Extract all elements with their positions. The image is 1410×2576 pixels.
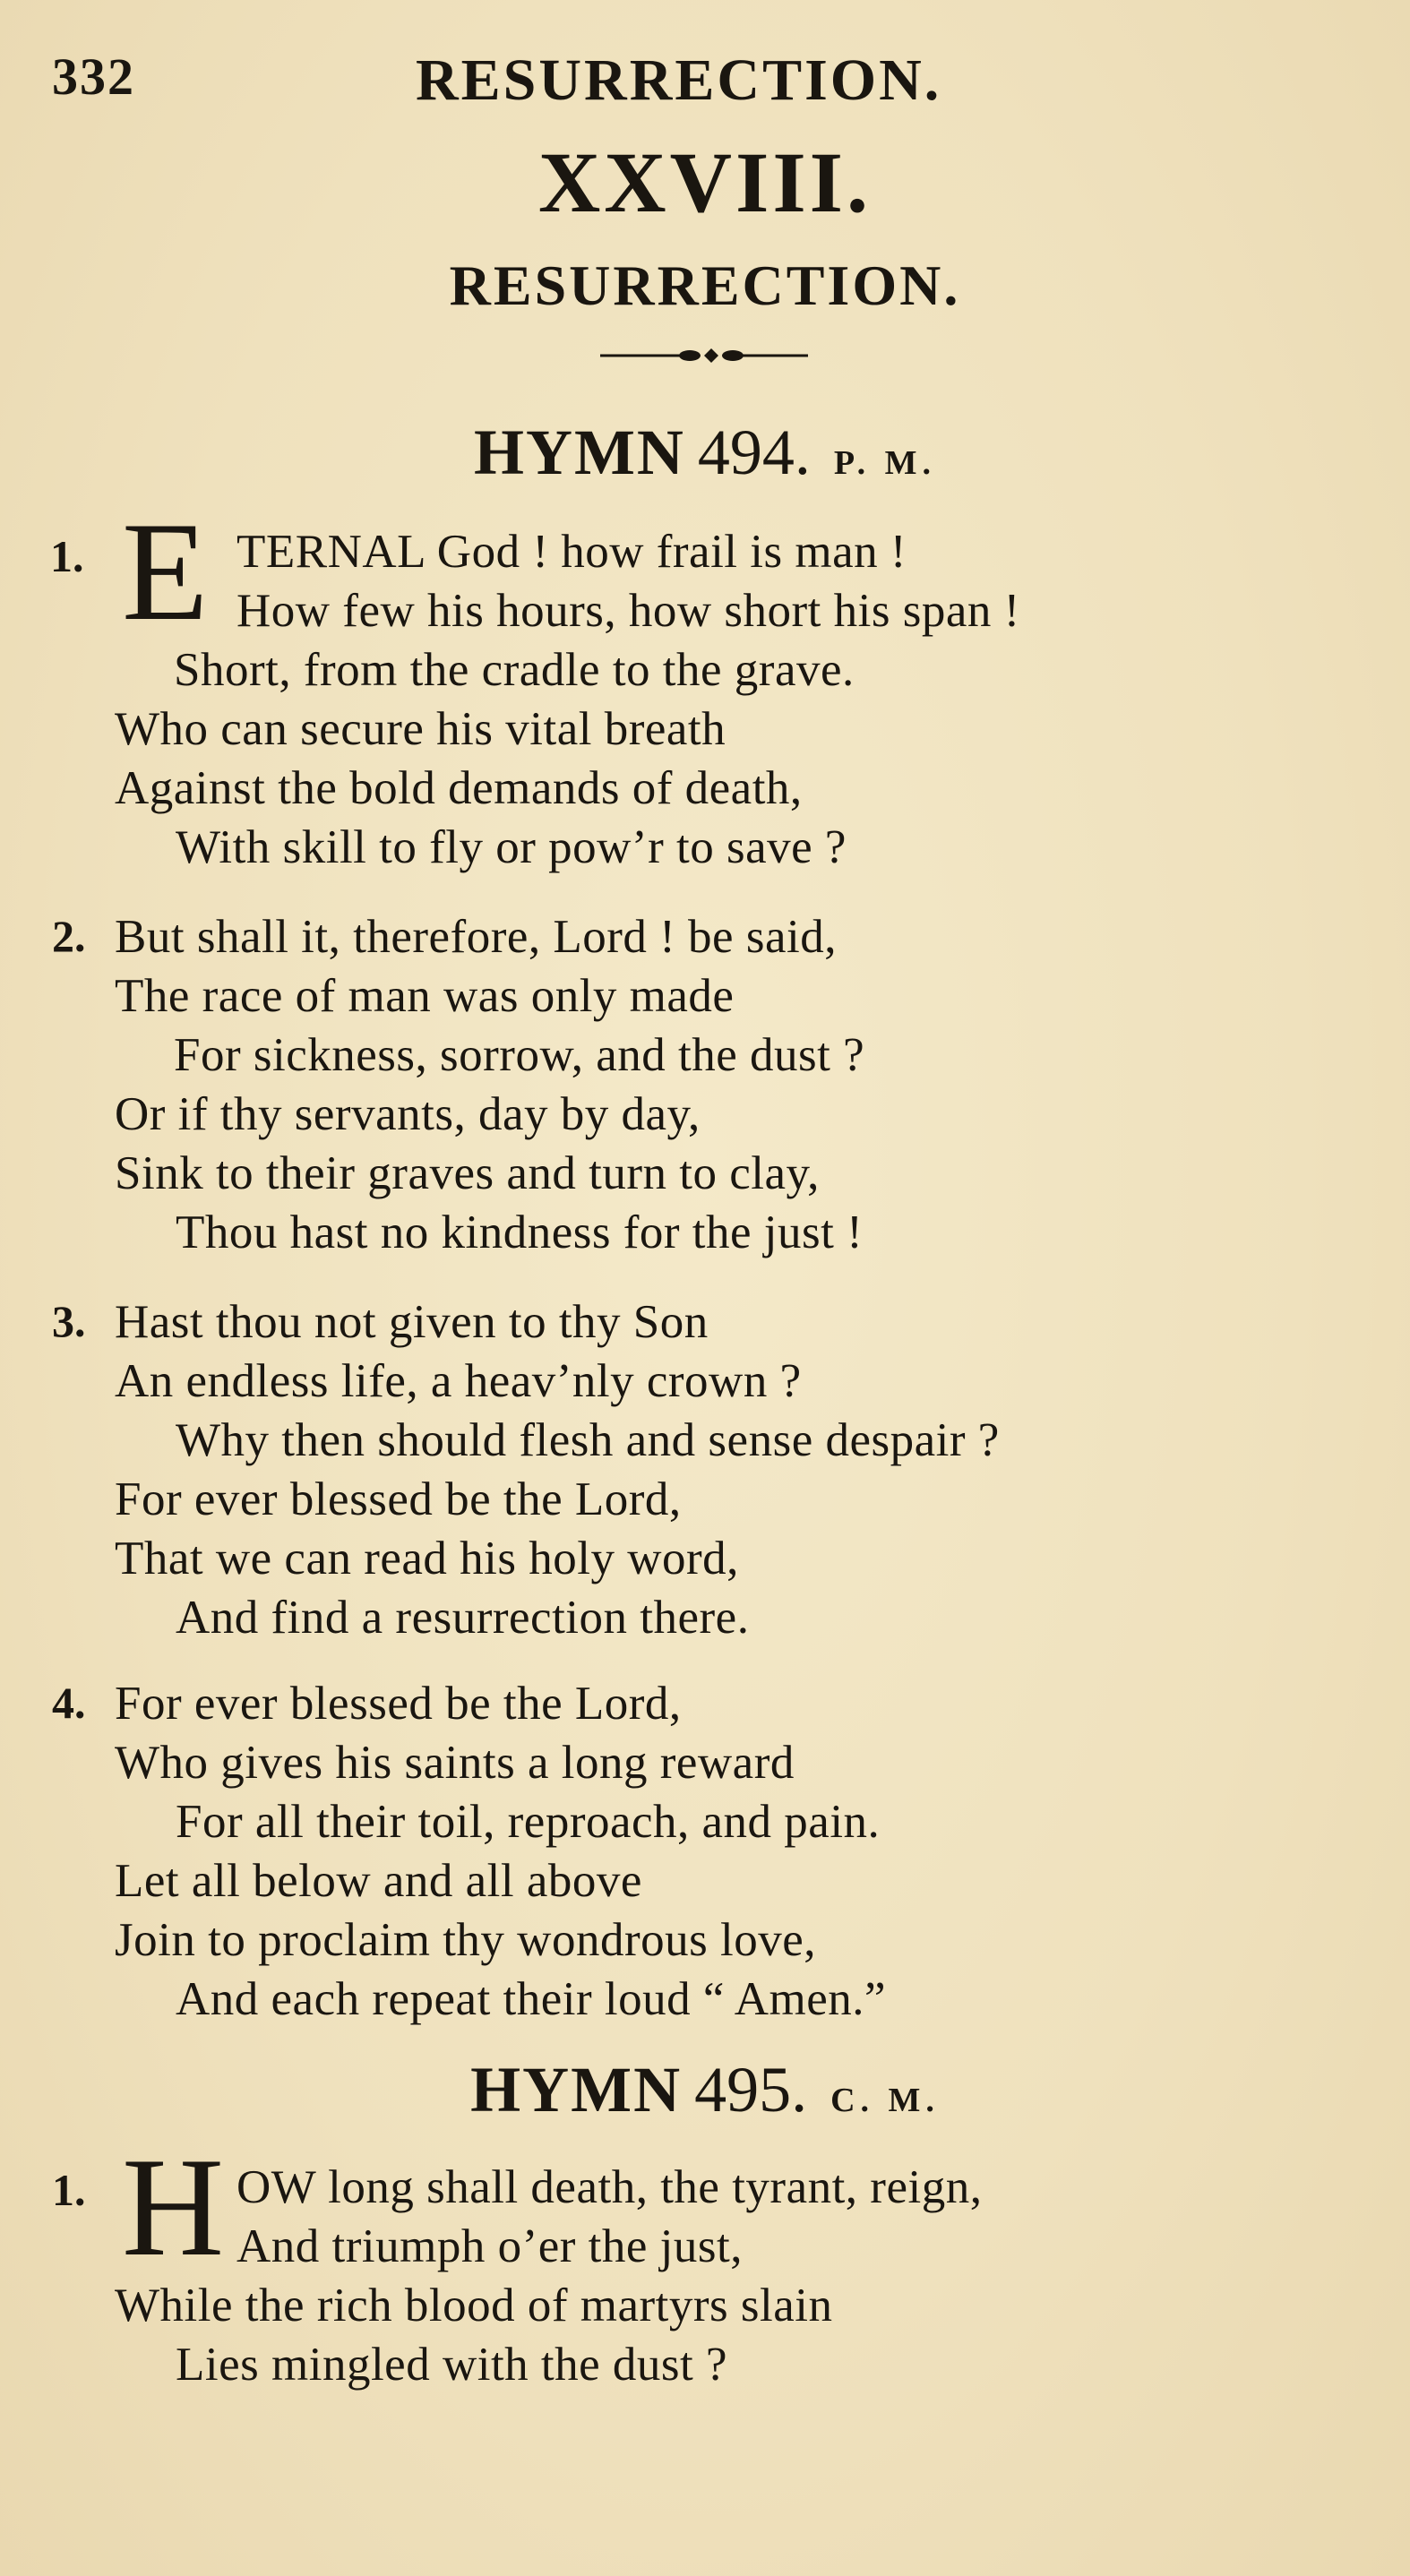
section-number: XXVIII. — [537, 134, 873, 230]
verse-line: Lies mingled with the dust ? — [176, 2339, 728, 2391]
verse-number: 1. — [50, 531, 84, 581]
verse-line: Who can secure his vital breath — [115, 703, 726, 755]
verse-line: Hast thou not given to thy Son — [115, 1296, 709, 1348]
verse-line: TERNAL God ! how frail is man ! — [236, 526, 907, 578]
running-title: RESURRECTION. — [416, 47, 942, 113]
drop-cap: H — [122, 2129, 225, 2286]
verse-line: And triumph o’er the just, — [236, 2220, 743, 2272]
verse-line: That we can read his holy word, — [115, 1533, 739, 1584]
verse-line: Short, from the cradle to the grave. — [174, 644, 855, 696]
verse-line: Or if thy servants, day by day, — [115, 1088, 701, 1140]
verse-line: How few his hours, how short his span ! — [236, 585, 1020, 637]
hymn-number: 495. — [694, 2054, 808, 2125]
verse-line: Sink to their graves and turn to clay, — [115, 1147, 820, 1199]
verse-line: For sickness, sorrow, and the dust ? — [174, 1029, 865, 1081]
ornament-divider — [600, 346, 808, 365]
verse-line: And find a resurrection there. — [176, 1592, 750, 1644]
verse-number: 2. — [52, 911, 86, 961]
verse-line: Who gives his saints a long reward — [115, 1737, 795, 1789]
verse-line: Join to proclaim thy wondrous love, — [115, 1914, 816, 1966]
section-title: RESURRECTION. — [449, 253, 961, 317]
hymn-heading — [0, 416, 1410, 490]
verse-line: And each repeat their loud “ Amen.” — [176, 1973, 887, 2025]
verse-line: The race of man was only made — [115, 970, 735, 1022]
verse-line: For ever blessed be the Lord, — [115, 1678, 682, 1730]
verse-line: Thou hast no kindness for the just ! — [176, 1206, 864, 1258]
verse-line: For ever blessed be the Lord, — [115, 1473, 682, 1525]
verse-line: Why then should flesh and sense despair ? — [176, 1414, 1000, 1466]
verse-number: 3. — [52, 1296, 86, 1346]
verse-line: While the rich blood of martyrs slain — [115, 2280, 833, 2331]
hymn-meter: C. M. — [830, 2082, 940, 2119]
page-number: 332 — [52, 47, 135, 106]
verse-line: But shall it, therefore, Lord ! be said, — [115, 911, 837, 963]
verse-number: 4. — [52, 1678, 86, 1728]
verse-line: With skill to fly or pow’r to save ? — [176, 821, 847, 873]
verse-line: Let all below and all above — [115, 1855, 642, 1907]
hymn-meter: P. M. — [833, 444, 937, 482]
verse-line: An endless life, a heav’nly crown ? — [115, 1355, 802, 1407]
verse-line: OW long shall death, the tyrant, reign, — [236, 2161, 983, 2213]
hymn-heading — [0, 2053, 1410, 2127]
hymn-label: HYMN — [470, 2054, 683, 2125]
verse-line: For all their toil, reproach, and pain. — [176, 1796, 881, 1848]
drop-cap: E — [122, 494, 209, 650]
verse-line: Against the bold demands of death, — [115, 762, 803, 814]
hymn-number: 494. — [697, 416, 811, 488]
hymn-label: HYMN — [473, 416, 685, 488]
verse-number: 1. — [52, 2165, 86, 2215]
